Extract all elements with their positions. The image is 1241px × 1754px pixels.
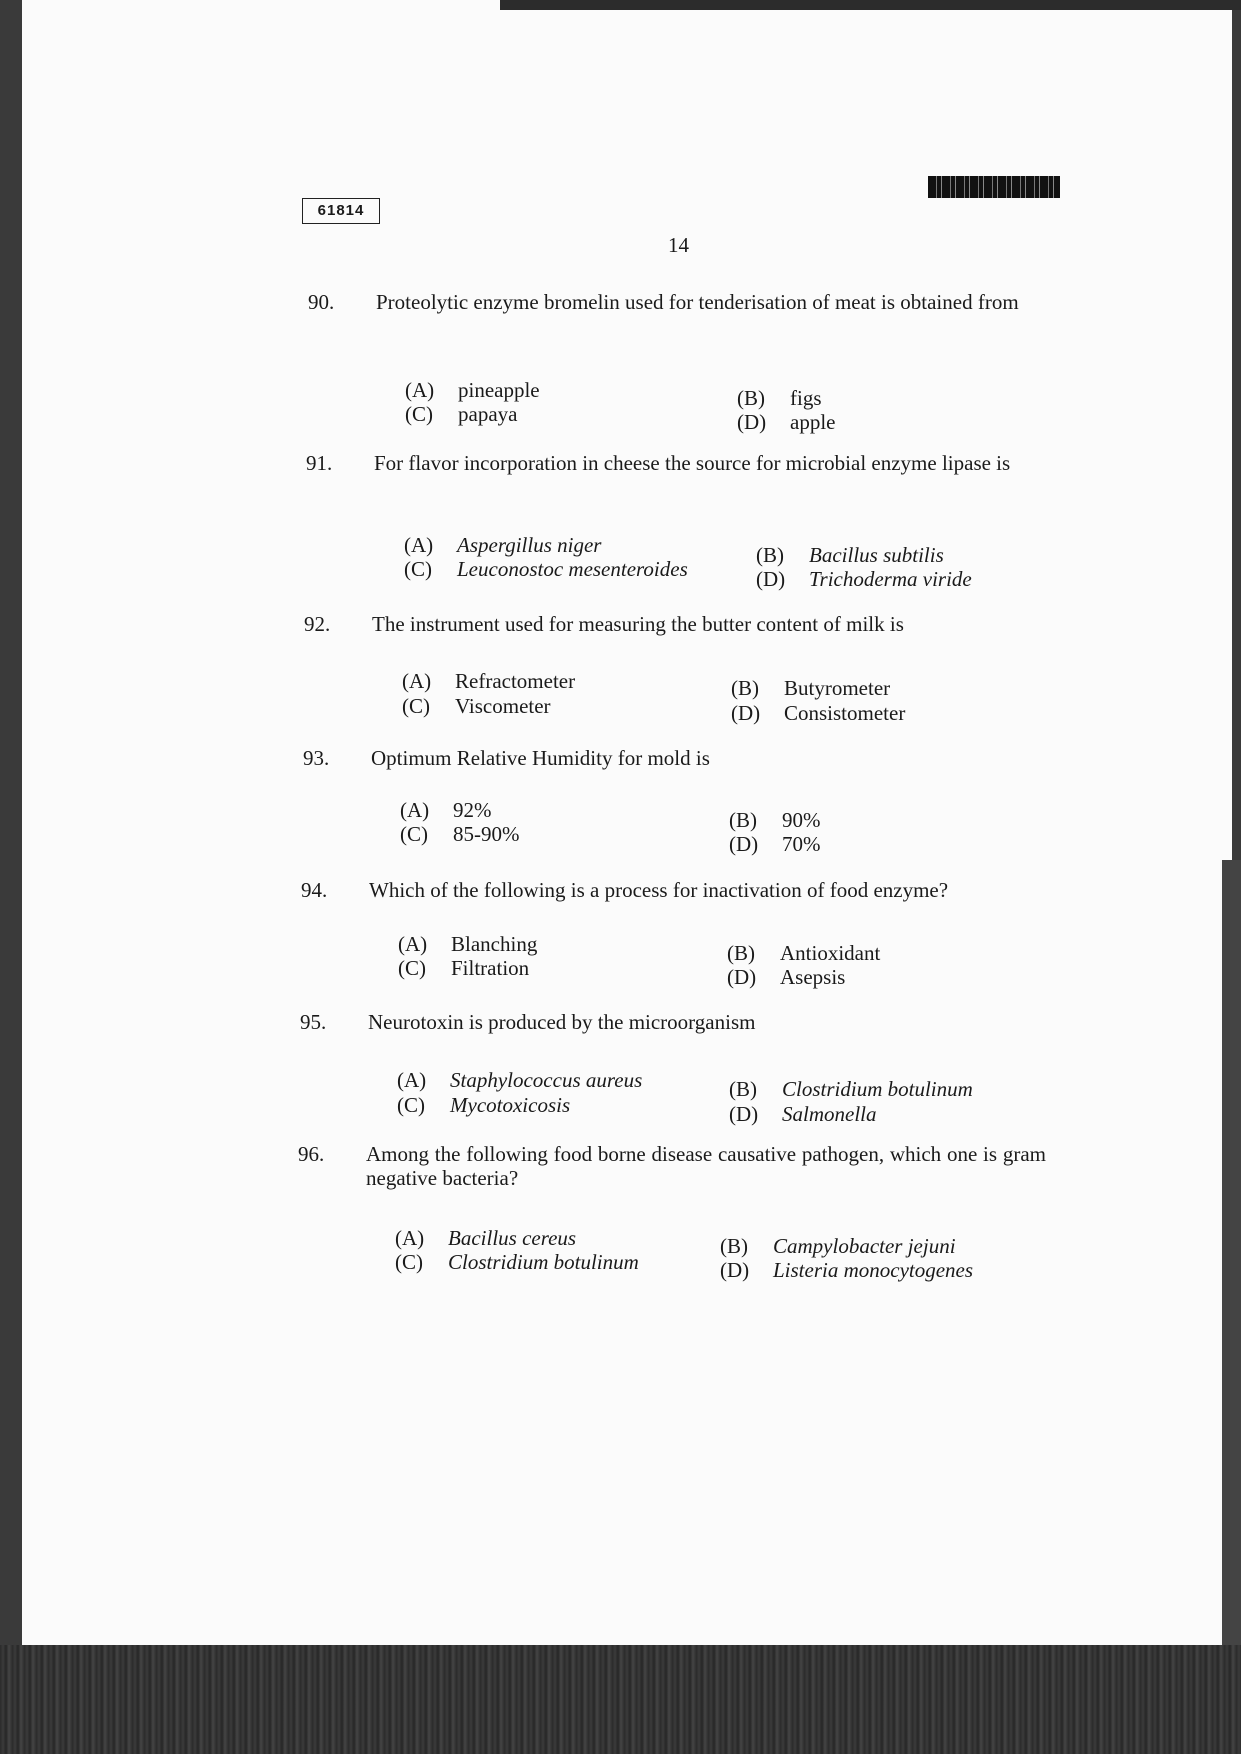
option-text: Mycotoxicosis (450, 1093, 571, 1117)
option-text: 85-90% (453, 822, 520, 846)
option-label: (D) (731, 701, 761, 725)
option-text: 92% (453, 798, 492, 822)
option-c (398, 956, 529, 981)
barcode (928, 176, 1060, 198)
option-text: Bacillus subtilis (809, 543, 944, 567)
option-text: Listeria monocytogenes (773, 1258, 974, 1282)
option-label: (C) (404, 557, 432, 581)
option-label: (A) (395, 1226, 425, 1250)
question-number: 94. (301, 878, 328, 902)
option-label: (B) (729, 1077, 757, 1101)
option-label: (C) (397, 1093, 425, 1117)
option-b (729, 808, 821, 833)
question-stem: Which of the following is a process for inactivation of food enzyme? (369, 878, 949, 902)
option-d (756, 567, 972, 592)
option-label: (C) (400, 822, 428, 846)
option-label: (A) (400, 798, 430, 822)
option-a (405, 378, 540, 403)
option-text: pineapple (458, 378, 540, 402)
option-text: Consistometer (784, 701, 906, 725)
question-stem: For flavor incorporation in cheese the source for microbial enzyme lipase is (374, 451, 1011, 475)
option-text: figs (790, 386, 822, 410)
option-text: Staphylococcus aureus (450, 1068, 643, 1092)
question-number: 95. (300, 1010, 327, 1034)
option-text: Clostridium botulinum (448, 1250, 639, 1274)
option-label: (D) (737, 410, 767, 434)
option-label: (B) (729, 808, 757, 832)
option-text: Antioxidant (780, 941, 881, 965)
option-a (397, 1068, 642, 1093)
option-label: (A) (397, 1068, 427, 1092)
option-text: Refractometer (455, 669, 576, 693)
option-c (402, 694, 551, 719)
option-label: (B) (731, 676, 759, 700)
option-a (400, 798, 492, 823)
option-label: (B) (727, 941, 755, 965)
option-label: (D) (720, 1258, 750, 1282)
option-text: Aspergillus niger (457, 533, 602, 557)
option-text: Butyrometer (784, 676, 891, 700)
question-number: 92. (304, 612, 331, 636)
option-b (727, 941, 880, 966)
option-label: (D) (729, 1102, 759, 1126)
option-label: (D) (756, 567, 786, 591)
question-number: 96. (298, 1142, 325, 1166)
scan-right-edge (1222, 860, 1241, 1660)
option-b (720, 1234, 956, 1259)
option-a (398, 932, 537, 957)
scan-bottom-band (0, 1645, 1241, 1754)
option-text: Viscometer (455, 694, 551, 718)
question-stem: Optimum Relative Humidity for mold is (371, 746, 710, 770)
option-a (404, 533, 601, 558)
option-d (737, 410, 835, 435)
option-label: (D) (727, 965, 757, 989)
option-label: (C) (402, 694, 430, 718)
option-d (729, 832, 821, 857)
question-stem: The instrument used for measuring the butter content of milk is (372, 612, 904, 636)
question-number: 90. (308, 290, 335, 314)
option-b (729, 1077, 973, 1102)
option-text: Clostridium botulinum (782, 1077, 973, 1101)
option-b (731, 676, 890, 701)
option-label: (B) (737, 386, 765, 410)
option-text: Blanching (451, 932, 538, 956)
option-text: papaya (458, 402, 518, 426)
option-text: apple (790, 410, 836, 434)
option-label: (A) (402, 669, 432, 693)
option-label: (B) (720, 1234, 748, 1258)
option-d (727, 965, 845, 990)
option-text: Trichoderma viride (809, 567, 972, 591)
option-label: (A) (398, 932, 428, 956)
option-text: 90% (782, 808, 821, 832)
option-text: 70% (782, 832, 821, 856)
option-label: (A) (404, 533, 434, 557)
option-text: Salmonella (782, 1102, 877, 1126)
question-stem: Neurotoxin is produced by the microorganism (368, 1010, 756, 1034)
option-label: (C) (398, 956, 426, 980)
option-label: (A) (405, 378, 435, 402)
option-label: (B) (756, 543, 784, 567)
question-number: 93. (303, 746, 330, 770)
option-c (405, 402, 517, 427)
exam-page (22, 0, 1232, 1655)
option-text: Filtration (451, 956, 530, 980)
option-b (737, 386, 822, 411)
question-stem: Proteolytic enzyme bromelin used for tenderisation of meat is obtained from (376, 290, 1019, 314)
option-label: (D) (729, 832, 759, 856)
option-label: (C) (405, 402, 433, 426)
question-number: 91. (306, 451, 333, 475)
option-c (400, 822, 520, 847)
option-text: Bacillus cereus (448, 1226, 577, 1250)
option-c (395, 1250, 639, 1275)
option-a (395, 1226, 576, 1251)
option-text: Leuconostoc mesenteroides (457, 557, 688, 581)
option-d (720, 1258, 973, 1283)
page-number: 14 (668, 233, 689, 257)
option-text: Campylobacter jejuni (773, 1234, 956, 1258)
option-text: Asepsis (780, 965, 846, 989)
option-d (729, 1102, 877, 1127)
paper-code: 61814 (302, 198, 380, 224)
scan-top-edge (500, 0, 1241, 10)
option-a (402, 669, 575, 694)
option-c (404, 557, 688, 582)
option-b (756, 543, 944, 568)
option-c (397, 1093, 570, 1118)
option-d (731, 701, 905, 726)
option-label: (C) (395, 1250, 423, 1274)
question-stem: Among the following food borne disease causative pathogen, which one is gram negative bacteria? (366, 1142, 1046, 1190)
